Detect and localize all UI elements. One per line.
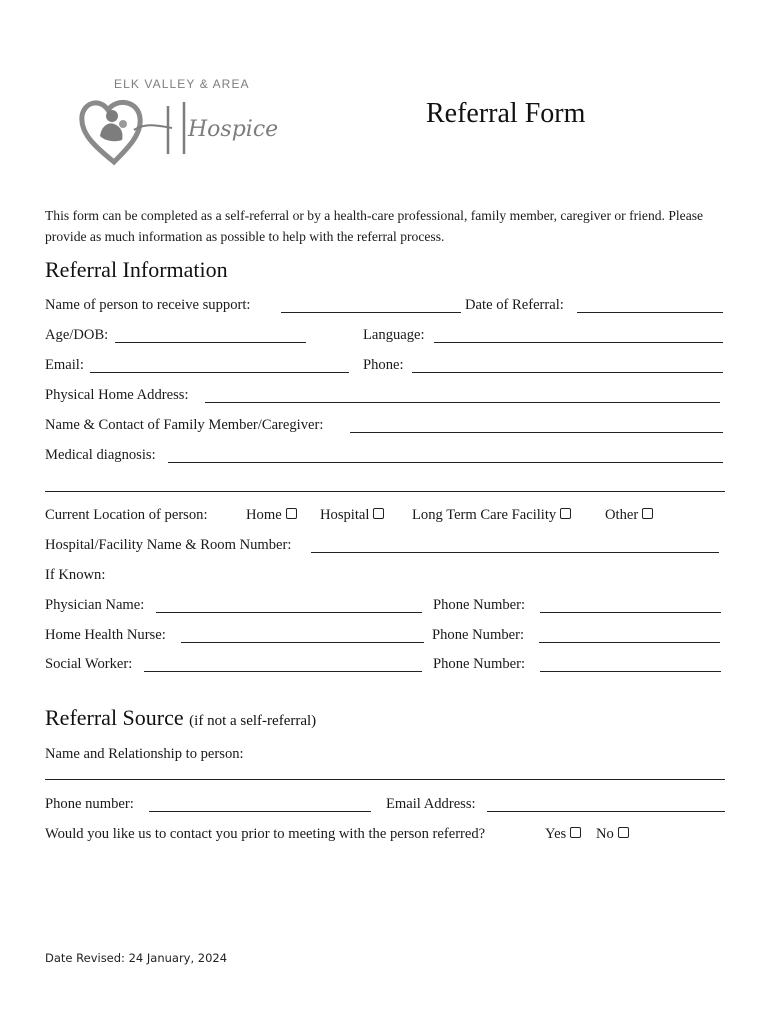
hospice-logo: [76, 92, 286, 172]
contact-question-label: Would you like us to contact you prior to meeting with the person referred?: [45, 826, 486, 842]
address-input-line[interactable]: [205, 402, 720, 403]
location-option-home[interactable]: Home: [246, 507, 297, 524]
location-option-hospital[interactable]: Hospital: [320, 507, 384, 524]
name-input-line[interactable]: [281, 312, 461, 313]
physician-input-line[interactable]: [156, 612, 422, 613]
row-email-phone: [45, 357, 725, 379]
source-phone-label: Phone number:: [45, 796, 134, 812]
name-label: Name of person to receive support:: [45, 297, 251, 313]
location-option-ltc[interactable]: Long Term Care Facility: [412, 507, 571, 524]
row-diagnosis: [45, 447, 725, 469]
referral-source-title: Referral Source: [45, 705, 184, 730]
email-input-line[interactable]: [90, 372, 349, 373]
logo-org-name: ELK VALLEY & AREA: [114, 77, 250, 91]
no-checkbox[interactable]: [618, 827, 629, 838]
row-current-location: [45, 507, 725, 529]
nurse-phone-label: Phone Number:: [432, 627, 525, 643]
language-input-line[interactable]: [434, 342, 723, 343]
home-checkbox[interactable]: [286, 508, 297, 519]
social-input-line[interactable]: [144, 671, 422, 672]
email-label: Email:: [45, 357, 84, 373]
age-input-line[interactable]: [115, 342, 306, 343]
source-phone-input-line[interactable]: [149, 811, 371, 812]
diagnosis-input-line[interactable]: [168, 462, 723, 463]
address-label: Physical Home Address:: [45, 387, 189, 403]
social-label: Social Worker:: [45, 656, 133, 672]
social-phone-label: Phone Number:: [433, 656, 526, 672]
referral-information-heading: Referral Information: [45, 257, 228, 282]
ltc-checkbox[interactable]: [560, 508, 571, 519]
contact-no-option[interactable]: No: [596, 826, 629, 843]
date-input-line[interactable]: [577, 312, 723, 313]
nurse-phone-input-line[interactable]: [539, 642, 720, 643]
other-checkbox[interactable]: [642, 508, 653, 519]
row-contact-question: [45, 826, 725, 848]
row-name-date: [45, 297, 725, 319]
physician-label: Physician Name:: [45, 597, 145, 613]
name-relationship-label: Name and Relationship to person:: [45, 746, 244, 762]
row-address: [45, 387, 725, 409]
row-social-worker: [45, 656, 725, 678]
source-email-label: Email Address:: [386, 796, 476, 812]
contact-yes-option[interactable]: Yes: [545, 826, 581, 843]
location-label: Current Location of person:: [45, 507, 208, 523]
row-nurse: [45, 627, 725, 649]
family-label: Name & Contact of Family Member/Caregiver:: [45, 417, 324, 433]
facility-label: Hospital/Facility Name & Room Number:: [45, 537, 292, 553]
intro-text: This form can be completed as a self-referral or by a health-care professional, family member, caregiver or friend. Please provide as much information as possible to help with the referral process.: [45, 208, 704, 244]
row-facility: [45, 537, 725, 559]
if-known-label: If Known:: [45, 567, 106, 583]
nurse-input-line[interactable]: [181, 642, 424, 643]
location-option-other[interactable]: Other: [605, 507, 653, 524]
row-name-relationship: [45, 746, 725, 768]
social-phone-input-line[interactable]: [540, 671, 721, 672]
row-age-language: [45, 327, 725, 349]
nurse-label: Home Health Nurse:: [45, 627, 166, 643]
date-label: Date of Referral:: [465, 297, 564, 313]
referral-source-note: (if not a self-referral): [189, 713, 317, 729]
diagnosis-input-line-2[interactable]: [45, 491, 725, 492]
date-revised-footer: Date Revised: 24 January, 2024: [45, 951, 228, 965]
facility-input-line[interactable]: [311, 552, 719, 553]
referral-source-heading: [45, 705, 316, 731]
phone-input-line[interactable]: [412, 372, 723, 373]
row-family-contact: [45, 417, 725, 439]
source-email-input-line[interactable]: [487, 811, 725, 812]
name-relationship-input-line[interactable]: [45, 779, 725, 780]
yes-checkbox[interactable]: [570, 827, 581, 838]
row-physician: [45, 597, 725, 619]
hospital-checkbox[interactable]: [373, 508, 384, 519]
page-title: Referral Form: [426, 98, 586, 129]
logo-script-text: Hospice: [188, 117, 279, 142]
diagnosis-label: Medical diagnosis:: [45, 447, 156, 463]
row-if-known: [45, 567, 725, 589]
family-input-line[interactable]: [350, 432, 723, 433]
phone-label: Phone:: [363, 357, 404, 373]
row-source-phone-email: [45, 796, 725, 818]
physician-phone-label: Phone Number:: [433, 597, 526, 613]
physician-phone-input-line[interactable]: [540, 612, 721, 613]
language-label: Language:: [363, 327, 425, 343]
age-label: Age/DOB:: [45, 327, 109, 343]
